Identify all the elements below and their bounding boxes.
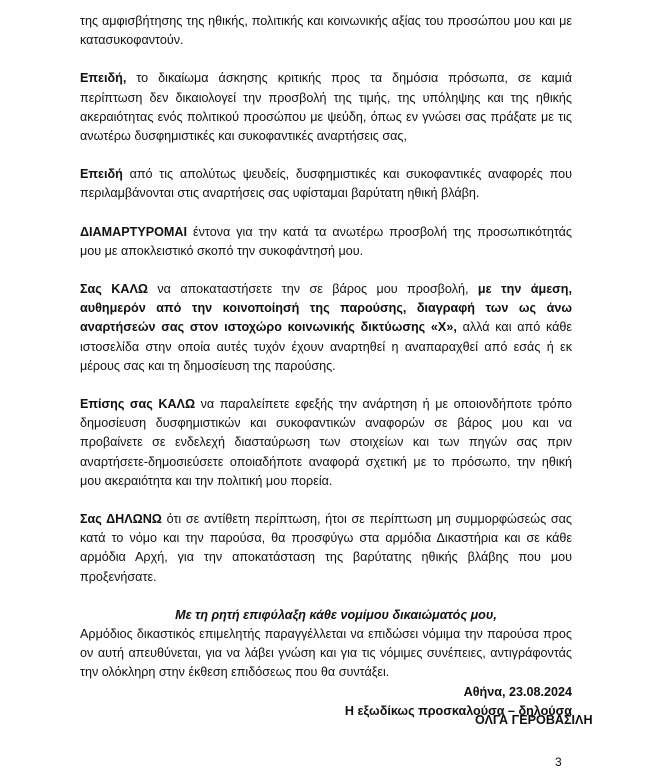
place-date: Αθήνα, 23.08.2024 (463, 684, 572, 699)
paragraph-epeidi-2 (80, 165, 572, 203)
page-number: 3 (555, 755, 562, 769)
paragraph-lead-bold: Επειδή (80, 167, 123, 182)
paragraph-sas-dilono (80, 510, 572, 587)
paragraph-text: ότι σε αντίθετη περίπτωση, ήτοι σε περίπτωση μη συμμορφώσεώς σας κατά το νόμο και την παρούσα, θα προσφύγω στα αρμόδια Δικαστήρια και σε κάθε αρμόδια Αρχή, για την αποκατάσταση της βαρύτατης ηθικής βλάβης που μου προξενήσατε. (80, 512, 572, 584)
paragraph-continuation (80, 12, 572, 50)
paragraph-epeidi-1 (80, 69, 572, 146)
paragraph-text: να αποκαταστήσετε την σε βάρος μου προσβολή, (147, 282, 478, 297)
signatory-role: Η εξωδίκως προσκαλούσα – δηλούσα (344, 703, 572, 718)
paragraph-diamartyromai (80, 223, 572, 261)
signatory-name: ΟΛΓΑ ΓΕΡΟΒΑΣΙΛΗ (475, 713, 593, 727)
paragraph-text: να παραλείπετε εφεξής την ανάρτηση ή με οποιονδήποτε τρόπο δημοσίευση δυσφημιστικών και συκοφαντικών αναφορών σε βάρος μου και να προβαίνετε σε ενδελεχή διασταύρωση των στοιχείων και των πηγών σας πριν αναρτήσετε-δημοσιεύσετε οποιαδήποτε αναφορά σχετική με το πρόσωπο, την ηθική μου ακεραιότητα και την πολιτική μου πορεία. (80, 397, 572, 488)
document-page (80, 12, 572, 721)
paragraph-episis-sas-kalo (80, 395, 572, 491)
paragraph-text: αλλά και από κάθε ιστοσελίδα στην οποία αυτές τυχόν έχουν αναρτηθεί η αναπαραχθεί από εσάς ή εκ μέρους σας και τη δημοσίευση της παρούσης. (80, 320, 572, 373)
paragraph-lead-bold: Σας ΚΑΛΩ (80, 282, 148, 297)
paragraph-text: της αμφισβήτησης της ηθικής, πολιτικής και κοινωνικής αξίας του προσώπου μου και με κατασυκοφαντούν. (80, 14, 572, 48)
paragraph-lead-bold: ΔΙΑΜΑΡΤΥΡΟΜΑΙ (80, 224, 188, 239)
service-instruction: Αρμόδιος δικαστικός επιμελητής παραγγέλλεται να επιδώσει νόμιμα την παρούσα προς ον αυτή απευθύνεται, για να λάβει γνώση και για τις νόμιμες συνέπειες, αντιγράφοντάς την ολόκληρη στην έκθεση επιδόσεως που θα συντάξει. (80, 627, 572, 680)
paragraph-lead-bold: Σας ΔΗΛΩΝΩ (80, 512, 162, 527)
paragraph-sas-kalo (80, 280, 572, 376)
paragraph-lead-bold: Επειδή, (80, 71, 127, 86)
reservation-heading: Με τη ρητή επιφύλαξη κάθε νομίμου δικαιώματός μου, (175, 607, 497, 622)
paragraph-text: το δικαίωμα άσκησης κριτικής προς τα δημόσια πρόσωπα, σε καμιά περίπτωση δεν δικαιολογεί την προσβολή της τιμής, της υπόληψης και της ηθικής ακεραιότητας ενός πολιτικού προσώπου με ψεύδη, όπως εν γνώσει σας πράξατε με τις ανωτέρω δυσφημιστικές και συκοφαντικές αναρτήσεις σας, (80, 71, 572, 144)
paragraph-text: από τις απολύτως ψευδείς, δυσφημιστικές και συκοφαντικές αναφορές που περιλαμβάνονται στις αναρτήσεις σας υφίσταμαι βαρύτατη ηθική βλάβη. (80, 167, 572, 201)
paragraph-demand-bold: με την άμεση, αυθημερόν από την κοινοποίησή της παρούσης, διαγραφή των ως άνω αναρτήσεών σας στον ιστοχώρο κοινωνικής δικτύωσης «Χ», (80, 282, 572, 335)
paragraph-text: έντονα για την κατά τα ανωτέρω προσβολή της προσωπικότητάς μου με αποκλειστικό σκοπό την συκοφάντησή μου. (80, 224, 572, 258)
paragraph-lead-bold: Επίσης σας ΚΑΛΩ (80, 397, 196, 412)
